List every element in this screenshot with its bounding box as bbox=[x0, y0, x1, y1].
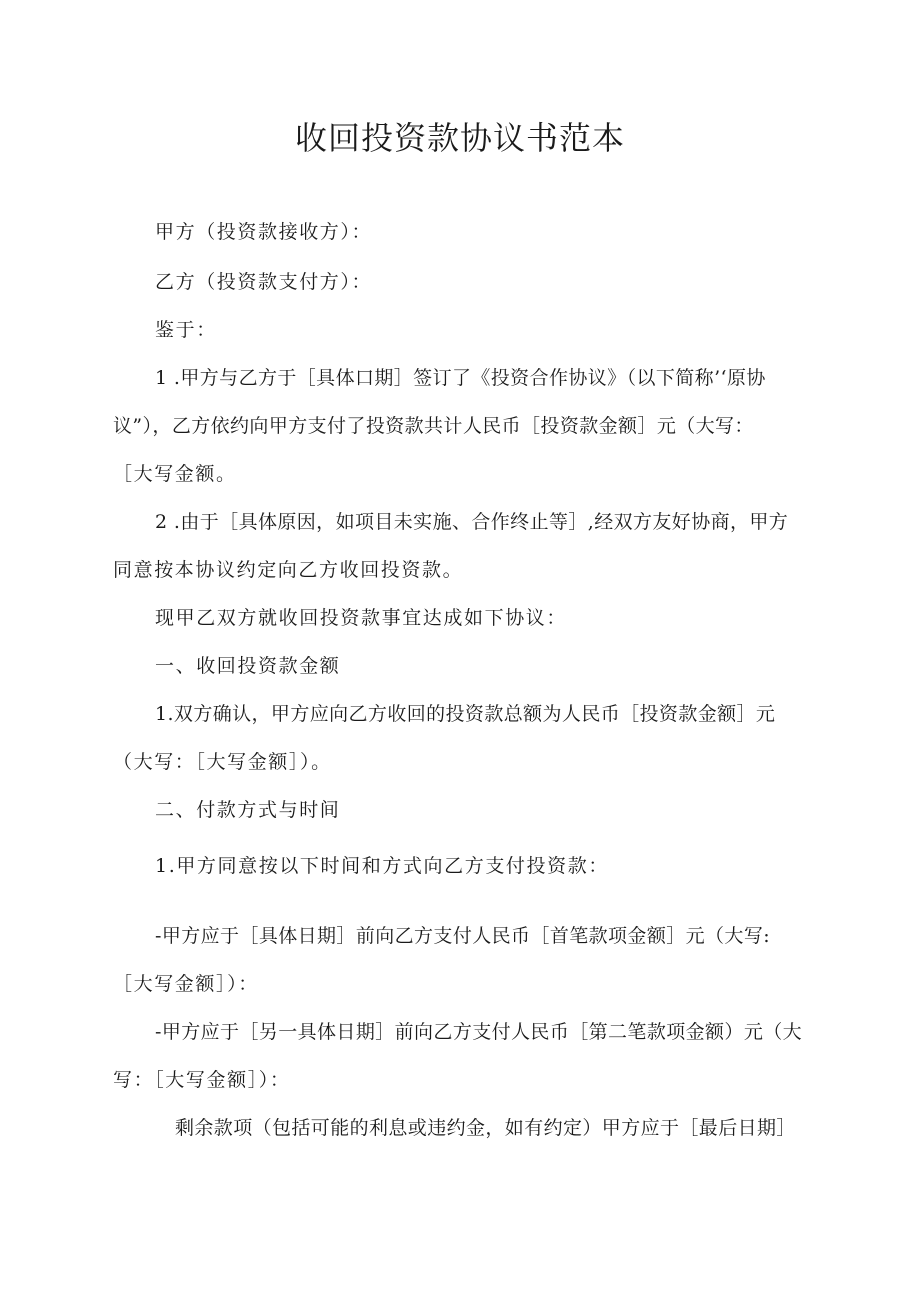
payment-1-line-1: -甲方应于［具体日期］前向乙方支付人民币［首笔款项金额］元（大写: bbox=[155, 925, 771, 947]
section-1-clause-1-line-2: （大写：［大写金额］）。 bbox=[113, 751, 332, 773]
payment-1-line-2: ［大写金额］）： bbox=[113, 973, 259, 995]
recital-2-line-1: 2 .由于［具体原因，如项目未实施、合作终止等］,经双方友好协商，甲方 bbox=[155, 511, 789, 533]
payment-2-line-1: -甲方应于［另一具体日期］前向乙方支付人民币［第二笔款项金额）元（大 bbox=[155, 1021, 803, 1043]
payment-2-line-2: 写：［大写金额］）： bbox=[113, 1069, 291, 1091]
party-b-line: 乙方（投资款支付方）： bbox=[155, 271, 373, 293]
party-a-line: 甲方（投资款接收方）： bbox=[155, 221, 373, 243]
recital-1-line-2: 议”），乙方依约向甲方支付了投资款共计人民币［投资款金额］元（大写： bbox=[113, 415, 754, 437]
document-title: 收回投资款协议书范本 bbox=[294, 119, 625, 157]
section-2-heading: 二、付款方式与时间 bbox=[155, 799, 341, 821]
recital-1-line-1: 1 .甲方与乙方于［具体口期］签订了《投资合作协议》（以下简称’‘原协 bbox=[155, 367, 766, 389]
recital-1-line-3: ［大写金额。 bbox=[113, 463, 237, 485]
section-2-clause-1: 1.甲方同意按以下时间和方式向乙方支付投资款： bbox=[155, 855, 609, 877]
remaining-payment-line: 剩余款项（包括可能的利息或违约金，如有约定）甲方应于［最后日期］ bbox=[175, 1117, 796, 1139]
agreement-intro: 现甲乙双方就收回投资款事宜达成如下协议： bbox=[155, 607, 568, 629]
whereas-heading: 鉴于： bbox=[155, 319, 217, 341]
section-1-heading: 一、收回投资款金额 bbox=[155, 655, 341, 677]
recital-2-line-2: 同意按本协议约定向乙方收回投资款。 bbox=[113, 559, 464, 581]
section-1-clause-1-line-1: 1.双方确认，甲方应向乙方收回的投资款总额为人民币［投资款金额］元 bbox=[155, 703, 776, 725]
